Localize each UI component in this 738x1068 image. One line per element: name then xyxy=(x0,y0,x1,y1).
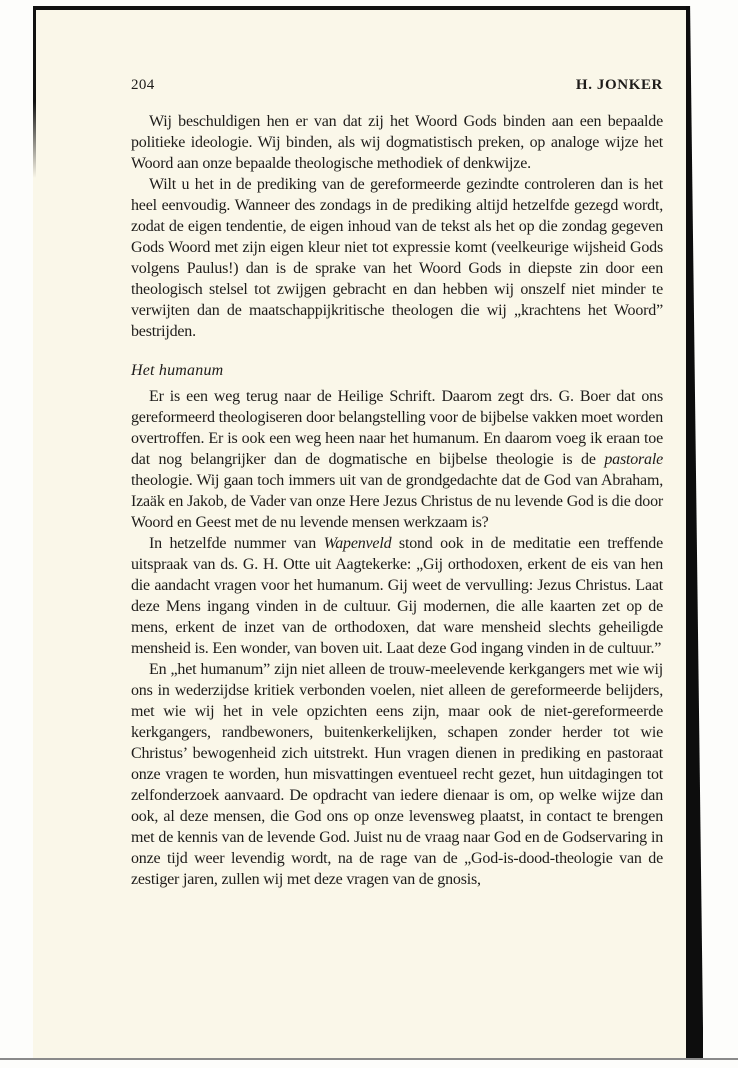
page-number: 204 xyxy=(131,77,155,93)
paragraph-group-after-heading xyxy=(131,386,663,890)
text-segment: Wilt u het in de prediking van de gereformeerde gezindte controleren dan is het heel eenvoudig. Wanneer des zondags in de prediking altijd hetzelfde gezegd wordt, zodat de eigen tendentie, de eigen inhoud van de tekst als het op die zondag gegeven Gods Woord met zijn eigen kleur niet tot expressie komt (veelkeurige wijsheid Gods volgens Paulus!) dan is de sprake van het Woord Gods in diepste zin door een theologisch stelsel tot zwijgen gebracht en dan hebben wij onszelf niet minder te verwijten dan de maatschappijkritische theologen die wij „krachtens het Woord” bestrijden. xyxy=(131,176,663,340)
paragraph xyxy=(131,659,663,890)
paragraph xyxy=(131,386,663,533)
paragraph xyxy=(131,111,663,174)
paragraph xyxy=(131,174,663,342)
running-head-author: H. JONKER xyxy=(575,77,663,93)
text-segment: Er is een weg terug naar de Heilige Schrift. Daarom zegt drs. G. Boer dat ons gereformeerd theologiseren door belangstelling voor de bijbelse vakken moet worden overtroffen. Er is ook een weg heen naar het humanum. En daarom voeg ik eraan toe dat nog belangrijker dan de dogmatische en bijbelse theologie is de xyxy=(131,388,663,468)
italic-text-segment: pastorale xyxy=(604,451,663,468)
text-segment: Wij beschuldigen hen er van dat zij het Woord Gods binden aan een bepaalde politieke ideologie. Wij binden, als wij dogmatistisch preken, op analoge wijze het Woord aan onze bepaalde theologische methodiek of denkwijze. xyxy=(131,113,663,172)
paragraph-group-before-heading xyxy=(131,111,663,342)
scan-frame-right-edge xyxy=(686,6,703,1060)
text-segment: theologie. Wij gaan toch immers uit van de grondgedachte dat de God van Abraham, Izaäk en Jakob, de Vader van onze Here Jezus Christus de nu levende God is die door Woord en Geest met de nu levende mensen werkzaam is? xyxy=(131,472,663,531)
scan-frame-left-edge xyxy=(33,8,36,178)
book-page xyxy=(33,6,690,1060)
section-heading: Het humanum xyxy=(131,362,224,379)
running-header xyxy=(131,76,663,95)
text-segment: In hetzelfde nummer van xyxy=(149,535,324,552)
italic-text-segment: Wapenveld xyxy=(323,535,392,552)
scan-bottom-line xyxy=(0,1058,738,1060)
page-content xyxy=(131,76,663,890)
text-segment: stond ook in de meditatie een treffende uitspraak van ds. G. H. Otte uit Aagtekerke: „Gij orthodoxen, erkent de eis van hen die aandacht vragen voor het humanum. Gij weet de vervulling: Jezus Christus. Laat deze Mens ingang vinden in de cultuur. Gij modernen, die alle kaarten zet op de mens, erkent de inzet van de orthodoxen, dat ware mensheid slechts geheiligde mensheid is. Een wonder, van boven uit. Laat deze God ingang vinden in de cultuur.” xyxy=(131,535,663,657)
text-segment: En „het humanum” zijn niet alleen de trouw-meelevende kerkgangers met wie wij ons in wederzijdse kritiek verbonden voelen, niet alleen de gereformeerde belijders, met wie wij het in vele opzichten eens zijn, maar ook de niet-gereformeerde kerkgangers, randbewoners, buitenkerkelijken, schapen zonder herder tot wie Christus’ bewogenheid zich uitstrekt. Hun vragen dienen in prediking en pastoraat onze vragen te worden, hun misvattingen eventueel recht gezet, hun uitdagingen tot zelfonderzoek aanvaard. De opdracht van iedere dienaar is om, op welke wijze dan ook, al deze mensen, die God ons op onze levensweg plaatst, in contact te brengen met de kennis van de levende God. Juist nu de vraag naar God en de Godservaring in onze tijd weer levendig wordt, na de rage van de „God-is-dood-theologie van de zestiger jaren, zullen wij met deze vragen van de gnosis, xyxy=(131,661,663,888)
scan-frame-top-edge xyxy=(33,6,689,10)
paragraph xyxy=(131,533,663,659)
